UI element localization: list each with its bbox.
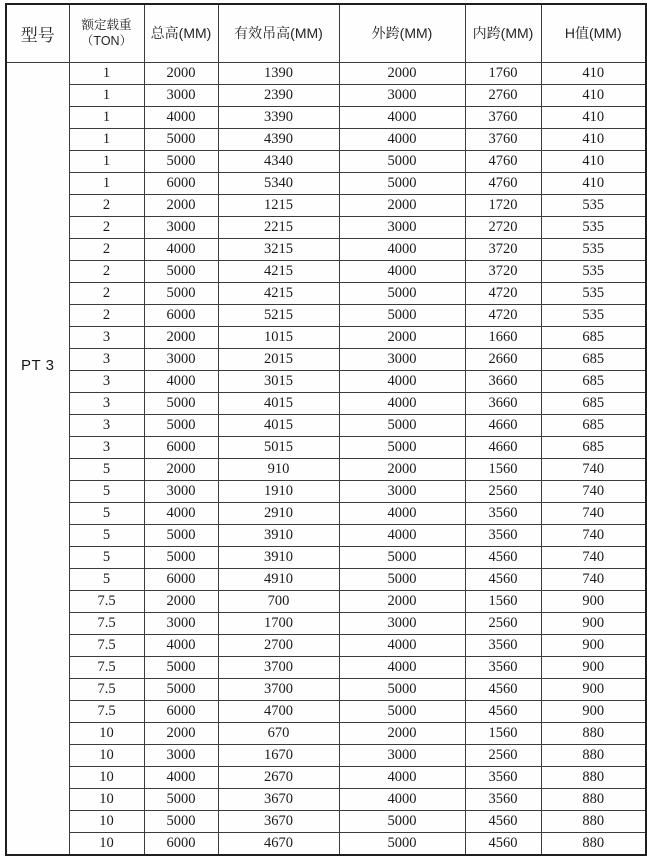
table-cell: 535 xyxy=(541,260,646,282)
table-cell: 1660 xyxy=(465,326,541,348)
table-cell: 4000 xyxy=(339,502,465,524)
table-cell: 3 xyxy=(69,414,144,436)
table-cell: 5000 xyxy=(339,282,465,304)
table-cell: 3560 xyxy=(465,502,541,524)
table-cell: 1720 xyxy=(465,194,541,216)
table-cell: 4560 xyxy=(465,546,541,568)
table-cell: 2 xyxy=(69,238,144,260)
table-row xyxy=(6,744,646,766)
table-cell: 6000 xyxy=(144,700,218,722)
table-cell: 3000 xyxy=(339,84,465,106)
table-cell: 3000 xyxy=(144,612,218,634)
table-cell: 7.5 xyxy=(69,634,144,656)
table-cell: 3000 xyxy=(339,744,465,766)
table-cell: 5000 xyxy=(339,568,465,590)
table-cell: 5000 xyxy=(339,810,465,832)
table-cell: 5000 xyxy=(144,810,218,832)
header-inner-span: 内跨(MM) xyxy=(465,4,541,62)
table-row xyxy=(6,150,646,172)
table-row xyxy=(6,502,646,524)
table-cell: 1910 xyxy=(218,480,339,502)
table-cell: 3000 xyxy=(339,480,465,502)
table-cell: 2000 xyxy=(339,194,465,216)
table-cell: 4720 xyxy=(465,282,541,304)
table-cell: 2000 xyxy=(144,722,218,744)
table-cell: 4215 xyxy=(218,260,339,282)
table-cell: 5000 xyxy=(339,304,465,326)
header-effective-lift-height: 有效吊高(MM) xyxy=(218,4,339,62)
table-cell: 2910 xyxy=(218,502,339,524)
table-cell: 5000 xyxy=(144,414,218,436)
table-cell: 535 xyxy=(541,304,646,326)
table-cell: 5000 xyxy=(339,150,465,172)
table-row xyxy=(6,62,646,84)
table-cell: 4000 xyxy=(339,370,465,392)
table-cell: 4000 xyxy=(339,128,465,150)
table-cell: 410 xyxy=(541,84,646,106)
table-cell: 4560 xyxy=(465,678,541,700)
table-cell: 4000 xyxy=(144,502,218,524)
table-row xyxy=(6,260,646,282)
table-cell: 1390 xyxy=(218,62,339,84)
table-cell: 4720 xyxy=(465,304,541,326)
table-cell: 1560 xyxy=(465,722,541,744)
table-cell: 900 xyxy=(541,678,646,700)
table-row xyxy=(6,590,646,612)
table-cell: 1 xyxy=(69,150,144,172)
table-cell: 5 xyxy=(69,546,144,568)
table-cell: 900 xyxy=(541,656,646,678)
table-cell: 740 xyxy=(541,458,646,480)
table-cell: 3 xyxy=(69,392,144,414)
table-cell: 5000 xyxy=(339,436,465,458)
table-cell: 535 xyxy=(541,282,646,304)
table-cell: 5000 xyxy=(144,282,218,304)
table-cell: 3000 xyxy=(339,348,465,370)
table-cell: 3215 xyxy=(218,238,339,260)
table-cell: 685 xyxy=(541,392,646,414)
table-cell: 3560 xyxy=(465,656,541,678)
table-cell: 2 xyxy=(69,260,144,282)
table-cell: 2 xyxy=(69,282,144,304)
table-cell: 4760 xyxy=(465,172,541,194)
table-cell: 1760 xyxy=(465,62,541,84)
table-cell: 900 xyxy=(541,590,646,612)
table-cell: 4000 xyxy=(339,260,465,282)
table-cell: 3560 xyxy=(465,788,541,810)
table-cell: 3700 xyxy=(218,678,339,700)
table-row xyxy=(6,722,646,744)
table-cell: 2560 xyxy=(465,612,541,634)
table-row xyxy=(6,656,646,678)
table-cell: 3015 xyxy=(218,370,339,392)
table-cell: 4560 xyxy=(465,810,541,832)
table-cell: 5000 xyxy=(339,678,465,700)
table-cell: 2000 xyxy=(339,458,465,480)
table-cell: 740 xyxy=(541,546,646,568)
table-cell: 3660 xyxy=(465,370,541,392)
table-cell: 3560 xyxy=(465,766,541,788)
table-row xyxy=(6,370,646,392)
table-cell: 1 xyxy=(69,172,144,194)
table-cell: 4390 xyxy=(218,128,339,150)
table-row xyxy=(6,238,646,260)
table-cell: 5000 xyxy=(339,172,465,194)
table-cell: 3000 xyxy=(144,744,218,766)
table-cell: 4000 xyxy=(144,370,218,392)
table-cell: 685 xyxy=(541,414,646,436)
table-cell: 2000 xyxy=(144,458,218,480)
table-cell: 2560 xyxy=(465,744,541,766)
table-cell: 880 xyxy=(541,788,646,810)
table-cell: 6000 xyxy=(144,568,218,590)
table-cell: 2660 xyxy=(465,348,541,370)
table-cell: 5000 xyxy=(144,524,218,546)
table-cell: 3700 xyxy=(218,656,339,678)
table-cell: 900 xyxy=(541,612,646,634)
table-cell: 5000 xyxy=(144,546,218,568)
table-cell: 3000 xyxy=(339,216,465,238)
table-cell: 3720 xyxy=(465,238,541,260)
table-row xyxy=(6,84,646,106)
table-cell: 1 xyxy=(69,84,144,106)
table-cell: 3670 xyxy=(218,810,339,832)
table-cell: 10 xyxy=(69,722,144,744)
table-cell: 880 xyxy=(541,810,646,832)
table-cell: 10 xyxy=(69,766,144,788)
table-cell: 4000 xyxy=(339,238,465,260)
table-cell: 5015 xyxy=(218,436,339,458)
model-cell: PT 3 xyxy=(6,62,69,855)
table-cell: 1 xyxy=(69,62,144,84)
table-cell: 2720 xyxy=(465,216,541,238)
table-row xyxy=(6,216,646,238)
table-cell: 685 xyxy=(541,436,646,458)
table-cell: 4000 xyxy=(339,392,465,414)
header-rated-load-line2: （TON） xyxy=(80,34,133,49)
table-cell: 5000 xyxy=(144,150,218,172)
table-cell: 5000 xyxy=(339,700,465,722)
table-cell: 1700 xyxy=(218,612,339,634)
table-cell: 4760 xyxy=(465,150,541,172)
table-row xyxy=(6,678,646,700)
table-cell: 7.5 xyxy=(69,700,144,722)
table-cell: 535 xyxy=(541,216,646,238)
header-rated-load xyxy=(69,4,144,62)
header-row xyxy=(6,4,646,62)
table-cell: 4015 xyxy=(218,392,339,414)
table-cell: 5000 xyxy=(144,656,218,678)
table-cell: 5000 xyxy=(144,128,218,150)
table-cell: 4660 xyxy=(465,414,541,436)
table-cell: 3 xyxy=(69,370,144,392)
table-cell: 4560 xyxy=(465,832,541,855)
table-row xyxy=(6,524,646,546)
table-cell: 4000 xyxy=(339,766,465,788)
table-row xyxy=(6,480,646,502)
table-cell: 5 xyxy=(69,458,144,480)
table-cell: 2000 xyxy=(144,194,218,216)
table-cell: 3000 xyxy=(339,612,465,634)
spec-table-header xyxy=(6,4,646,62)
table-cell: 5000 xyxy=(339,546,465,568)
table-cell: 4670 xyxy=(218,832,339,855)
table-row xyxy=(6,128,646,150)
table-row xyxy=(6,568,646,590)
table-cell: 700 xyxy=(218,590,339,612)
table-cell: 410 xyxy=(541,172,646,194)
table-cell: 7.5 xyxy=(69,590,144,612)
table-cell: 2700 xyxy=(218,634,339,656)
table-cell: 740 xyxy=(541,524,646,546)
table-cell: 3560 xyxy=(465,634,541,656)
table-cell: 4000 xyxy=(144,238,218,260)
table-cell: 900 xyxy=(541,700,646,722)
header-total-height: 总高(MM) xyxy=(144,4,218,62)
table-row xyxy=(6,106,646,128)
table-row xyxy=(6,282,646,304)
header-model: 型号 xyxy=(6,4,69,62)
header-h-value: H值(MM) xyxy=(541,4,646,62)
table-cell: 3 xyxy=(69,326,144,348)
table-cell: 2000 xyxy=(144,62,218,84)
table-cell: 2670 xyxy=(218,766,339,788)
table-cell: 4000 xyxy=(144,634,218,656)
table-cell: 2000 xyxy=(144,326,218,348)
table-row xyxy=(6,172,646,194)
table-cell: 3720 xyxy=(465,260,541,282)
table-cell: 4560 xyxy=(465,700,541,722)
table-row xyxy=(6,392,646,414)
table-cell: 685 xyxy=(541,348,646,370)
table-row xyxy=(6,348,646,370)
table-cell: 10 xyxy=(69,810,144,832)
table-cell: 410 xyxy=(541,62,646,84)
table-row xyxy=(6,194,646,216)
table-cell: 10 xyxy=(69,744,144,766)
table-cell: 1560 xyxy=(465,458,541,480)
table-cell: 410 xyxy=(541,106,646,128)
table-cell: 685 xyxy=(541,326,646,348)
table-cell: 4000 xyxy=(144,766,218,788)
table-cell: 2 xyxy=(69,194,144,216)
table-cell: 3910 xyxy=(218,546,339,568)
table-cell: 4000 xyxy=(339,634,465,656)
table-cell: 5215 xyxy=(218,304,339,326)
table-row xyxy=(6,304,646,326)
table-row xyxy=(6,832,646,855)
table-cell: 2000 xyxy=(339,590,465,612)
table-cell: 880 xyxy=(541,832,646,855)
table-cell: 5 xyxy=(69,524,144,546)
table-cell: 3 xyxy=(69,436,144,458)
table-row xyxy=(6,766,646,788)
table-cell: 6000 xyxy=(144,436,218,458)
table-cell: 4000 xyxy=(339,656,465,678)
table-cell: 1 xyxy=(69,106,144,128)
table-cell: 910 xyxy=(218,458,339,480)
table-cell: 5 xyxy=(69,480,144,502)
table-cell: 4000 xyxy=(144,106,218,128)
table-cell: 7.5 xyxy=(69,612,144,634)
table-cell: 4000 xyxy=(339,106,465,128)
table-row xyxy=(6,436,646,458)
table-cell: 3390 xyxy=(218,106,339,128)
table-cell: 2000 xyxy=(144,590,218,612)
table-cell: 1560 xyxy=(465,590,541,612)
table-cell: 1670 xyxy=(218,744,339,766)
table-cell: 2000 xyxy=(339,62,465,84)
spec-table-body xyxy=(6,62,646,855)
table-cell: 3760 xyxy=(465,106,541,128)
table-cell: 1 xyxy=(69,128,144,150)
table-cell: 3660 xyxy=(465,392,541,414)
table-cell: 3000 xyxy=(144,216,218,238)
table-cell: 2760 xyxy=(465,84,541,106)
table-row xyxy=(6,414,646,436)
table-cell: 2000 xyxy=(339,326,465,348)
table-cell: 5000 xyxy=(339,832,465,855)
table-cell: 410 xyxy=(541,128,646,150)
table-cell: 10 xyxy=(69,788,144,810)
table-cell: 4660 xyxy=(465,436,541,458)
table-cell: 5 xyxy=(69,502,144,524)
table-cell: 5000 xyxy=(339,414,465,436)
table-cell: 5000 xyxy=(144,260,218,282)
table-cell: 740 xyxy=(541,502,646,524)
table-cell: 2390 xyxy=(218,84,339,106)
table-cell: 4910 xyxy=(218,568,339,590)
table-cell: 3000 xyxy=(144,84,218,106)
table-cell: 2015 xyxy=(218,348,339,370)
table-cell: 7.5 xyxy=(69,656,144,678)
table-row xyxy=(6,700,646,722)
header-rated-load-line1: 额定载重 xyxy=(81,18,132,32)
table-cell: 3910 xyxy=(218,524,339,546)
table-cell: 4000 xyxy=(339,524,465,546)
table-cell: 3000 xyxy=(144,348,218,370)
table-row xyxy=(6,788,646,810)
table-cell: 3760 xyxy=(465,128,541,150)
table-cell: 6000 xyxy=(144,172,218,194)
table-cell: 1215 xyxy=(218,194,339,216)
table-row xyxy=(6,546,646,568)
table-cell: 5000 xyxy=(144,392,218,414)
table-cell: 2000 xyxy=(339,722,465,744)
table-cell: 4015 xyxy=(218,414,339,436)
table-cell: 740 xyxy=(541,480,646,502)
table-row xyxy=(6,612,646,634)
table-row xyxy=(6,326,646,348)
table-cell: 2 xyxy=(69,216,144,238)
table-cell: 4215 xyxy=(218,282,339,304)
table-cell: 4700 xyxy=(218,700,339,722)
table-cell: 6000 xyxy=(144,304,218,326)
table-cell: 880 xyxy=(541,766,646,788)
table-cell: 5000 xyxy=(144,788,218,810)
table-cell: 670 xyxy=(218,722,339,744)
table-cell: 410 xyxy=(541,150,646,172)
table-cell: 6000 xyxy=(144,832,218,855)
spec-table xyxy=(5,3,647,856)
table-cell: 900 xyxy=(541,634,646,656)
table-row xyxy=(6,634,646,656)
table-cell: 880 xyxy=(541,744,646,766)
table-cell: 7.5 xyxy=(69,678,144,700)
table-cell: 5000 xyxy=(144,678,218,700)
table-cell: 4560 xyxy=(465,568,541,590)
table-cell: 4000 xyxy=(339,788,465,810)
table-cell: 2 xyxy=(69,304,144,326)
header-outer-span: 外跨(MM) xyxy=(339,4,465,62)
table-cell: 2215 xyxy=(218,216,339,238)
table-cell: 4340 xyxy=(218,150,339,172)
table-row xyxy=(6,458,646,480)
table-cell: 3560 xyxy=(465,524,541,546)
table-cell: 535 xyxy=(541,194,646,216)
table-cell: 5340 xyxy=(218,172,339,194)
table-row xyxy=(6,810,646,832)
table-cell: 3 xyxy=(69,348,144,370)
table-cell: 1015 xyxy=(218,326,339,348)
table-cell: 880 xyxy=(541,722,646,744)
table-cell: 3670 xyxy=(218,788,339,810)
table-cell: 535 xyxy=(541,238,646,260)
table-cell: 5 xyxy=(69,568,144,590)
table-cell: 3000 xyxy=(144,480,218,502)
table-cell: 740 xyxy=(541,568,646,590)
table-cell: 685 xyxy=(541,370,646,392)
table-cell: 10 xyxy=(69,832,144,855)
table-cell: 2560 xyxy=(465,480,541,502)
